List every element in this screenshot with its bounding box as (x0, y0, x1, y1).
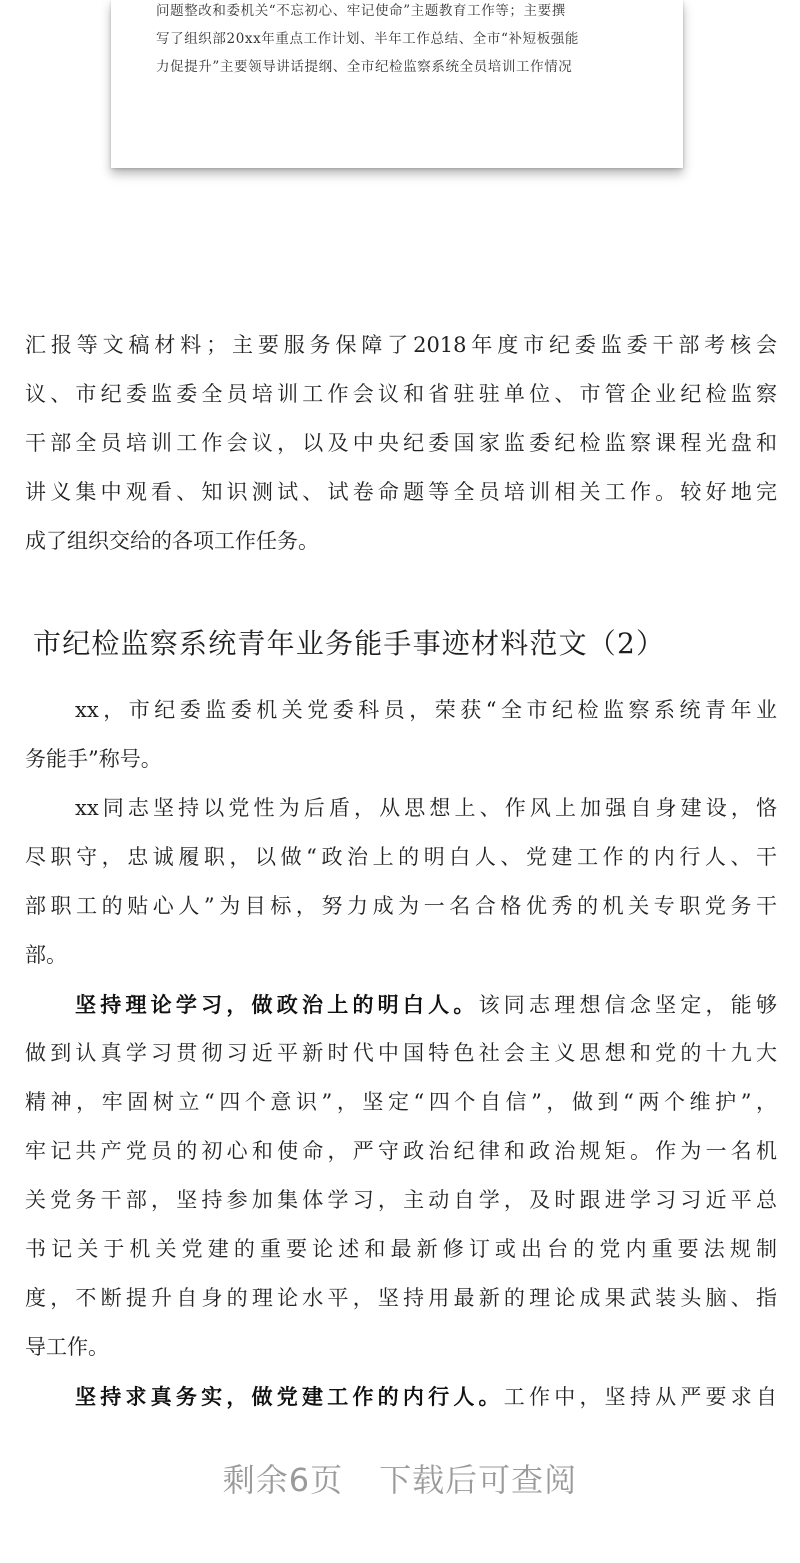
preview-line: 问题整改和委机关“不忘初心、牢记使命”主题教育工作等；主要撰 (156, 3, 566, 19)
preview-line: 写了组织部20xx年重点工作计划、半年工作总结、全市“补短板强能 (156, 31, 580, 47)
bold-lead: 坚持求真务实，做党建工作的内行人。 (75, 1384, 504, 1409)
download-prompt[interactable] (0, 1455, 800, 1501)
text-line: 讲义集中观看、知识测试、试卷命题等全员培训相关工作。较好地完 (25, 480, 777, 504)
preview-card (111, 0, 683, 168)
text-line: 汇报等文稿材料；主要服务保障了2018年度市纪委监委干部考核会 (25, 333, 777, 357)
text-line: 书记关于机关党建的重要论述和最新修订或出台的党内重要法规制 (25, 1237, 777, 1261)
text-line: 做到认真学习贯彻习近平新时代中国特色社会主义思想和党的十九大 (25, 1041, 777, 1065)
bold-lead: 坚持理论学习，做政治上的明白人。 (75, 992, 479, 1017)
text-line (25, 1372, 777, 1421)
text-line: 议、市纪委监委全员培训工作会议和省驻驻单位、市管企业纪检监察 (25, 382, 777, 406)
text-line: 导工作。 (25, 1335, 109, 1359)
download-to-view-label[interactable]: 下载后可查阅 (379, 1461, 578, 1499)
remaining-pages-label: 剩余6页 (222, 1461, 344, 1499)
text-line: 务能手”称号。 (25, 747, 162, 771)
text-line: xx，市纪委监委机关党委科员，荣获“全市纪检监察系统青年业 (75, 698, 777, 722)
preview-line: 力促提升”主要领导讲话提纲、全市纪检监察系统全员培训工作情况 (156, 59, 573, 75)
section1-paragraph (25, 321, 777, 566)
text-line: 关党务干部，坚持参加集体学习，主动自学，及时跟进学习习近平总 (25, 1188, 777, 1212)
text-line: 成了组织交给的各项工作任务。 (25, 529, 319, 553)
section2-body (25, 686, 777, 1421)
lead-rest: 工作中，坚持从严要求自 (503, 1385, 777, 1409)
section-heading: 市纪检监察系统青年业务能手事迹材料范文（2） (33, 627, 666, 660)
text-line: 尽职守，忠诚履职，以做“政治上的明白人、党建工作的内行人、干 (25, 845, 777, 869)
text-line: 度，不断提升自身的理论水平，坚持用最新的理论成果武装头脑、指 (25, 1286, 777, 1310)
lead-rest: 该同志理想信念坚定，能够 (478, 993, 777, 1017)
watermark: ​ (118, 566, 152, 600)
preview-text (156, 0, 644, 81)
text-line: 部职工的贴心人”为目标，努力成为一名合格优秀的机关专职党务干 (25, 894, 777, 918)
text-line (25, 980, 777, 1029)
text-line: 干部全员培训工作会议，以及中央纪委国家监委纪检监察课程光盘和 (25, 431, 777, 455)
text-line: xx同志坚持以党性为后盾，从思想上、作风上加强自身建设，恪 (75, 796, 777, 820)
text-line: 部。 (25, 943, 67, 967)
text-line: 牢记共产党员的初心和使命，严守政治纪律和政治规矩。作为一名机 (25, 1139, 777, 1163)
text-line: 精神，牢固树立“四个意识”，坚定“四个自信”，做到“两个维护”， (25, 1090, 777, 1114)
